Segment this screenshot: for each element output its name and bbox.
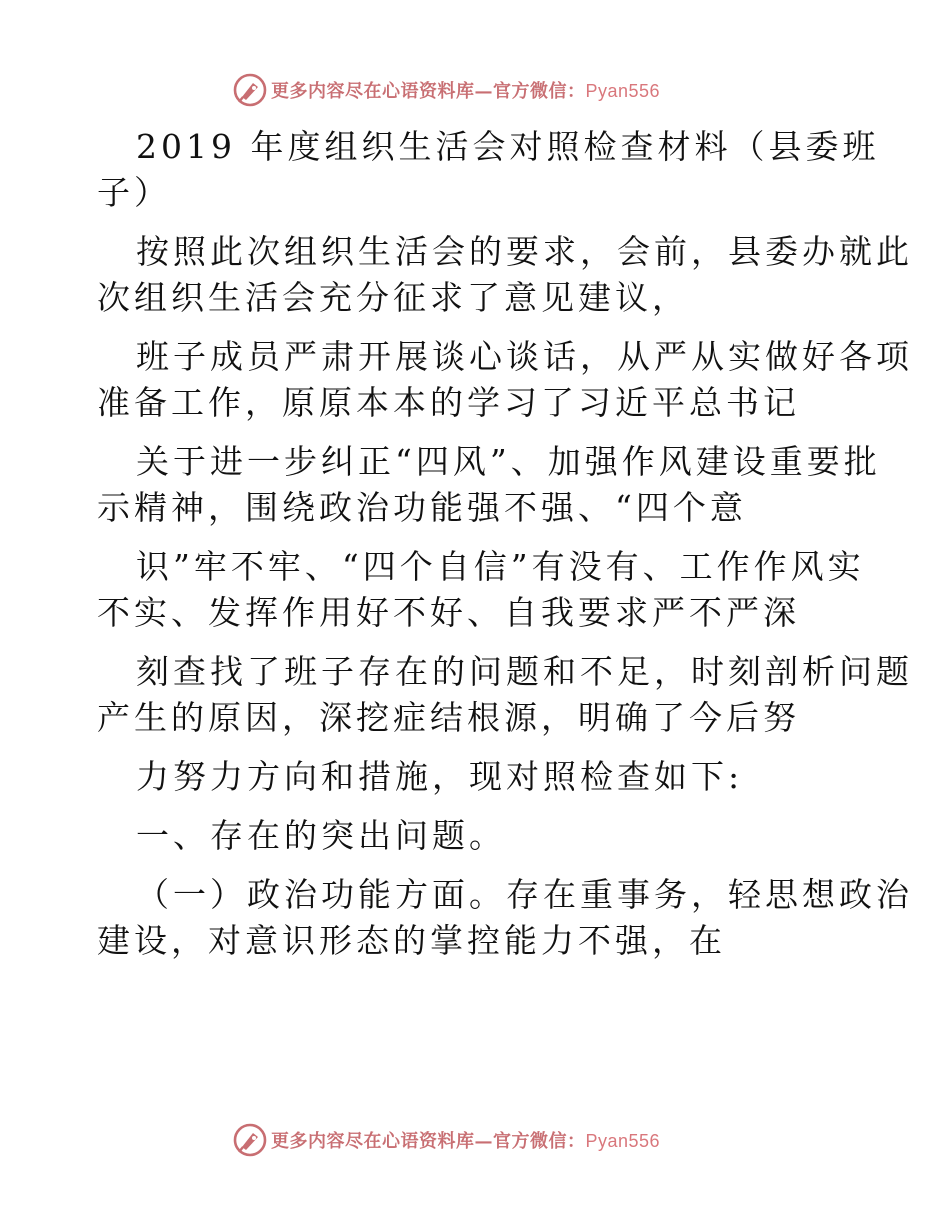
pen-nib-logo-icon xyxy=(233,73,267,107)
document-body xyxy=(97,124,913,964)
header-brand-text xyxy=(271,77,660,103)
paragraph-line: 力努力方向和措施，现对照检查如下: xyxy=(136,757,744,796)
pen-nib-logo-icon xyxy=(233,1123,267,1157)
footer-brand-name: 更多内容尽在心语资料库 xyxy=(271,1131,475,1152)
paragraph-line: 产生的原因，深挖症结根源，明确了今后努 xyxy=(97,698,800,737)
footer-account-label: 官方微信： xyxy=(493,1131,586,1152)
paragraph-line: （一）政治功能方面。存在重事务，轻思想政治 xyxy=(136,875,913,914)
paragraph-line: 示精神，围绕政治功能强不强、“四个意 xyxy=(97,488,747,527)
paragraph-line: 不实、发挥作用好不好、自我要求严不严深 xyxy=(97,593,800,632)
paragraph-line: 按照此次组织生活会的要求，会前，县委办就此 xyxy=(136,232,913,271)
document-title-line-1: 2019 年度组织生活会对照检查材料（县委班 xyxy=(136,127,880,166)
footer-account: Pyan556 xyxy=(585,1131,661,1151)
header-account-label: 官方微信： xyxy=(493,81,586,102)
footer-separator: — xyxy=(474,1131,493,1152)
paragraph-line: 班子成员严肃开展谈心谈话，从严从实做好各项 xyxy=(136,337,913,376)
paragraph-line: 准备工作，原原本本的学习了习近平总书记 xyxy=(97,383,800,422)
header-watermark xyxy=(233,72,660,108)
paragraph-line: 次组织生活会充分征求了意见建议， xyxy=(97,278,689,317)
header-account: Pyan556 xyxy=(585,81,661,101)
footer-brand-text xyxy=(271,1127,660,1153)
header-separator: — xyxy=(474,81,493,102)
header-brand-name: 更多内容尽在心语资料库 xyxy=(271,81,475,102)
paragraph-line: 建设，对意识形态的掌控能力不强，在 xyxy=(97,921,726,960)
paragraph-line: 关于进一步纠正“四风”、加强作风建设重要批 xyxy=(136,442,881,481)
paragraph-line: 刻查找了班子存在的问题和不足，时刻剖析问题 xyxy=(136,652,913,691)
footer-watermark xyxy=(233,1122,660,1158)
section-heading: 一、存在的突出问题。 xyxy=(136,816,506,855)
paragraph-line: 识”牢不牢、“四个自信”有没有、工作作风实 xyxy=(136,547,865,586)
document-title-line-2: 子） xyxy=(97,173,171,212)
